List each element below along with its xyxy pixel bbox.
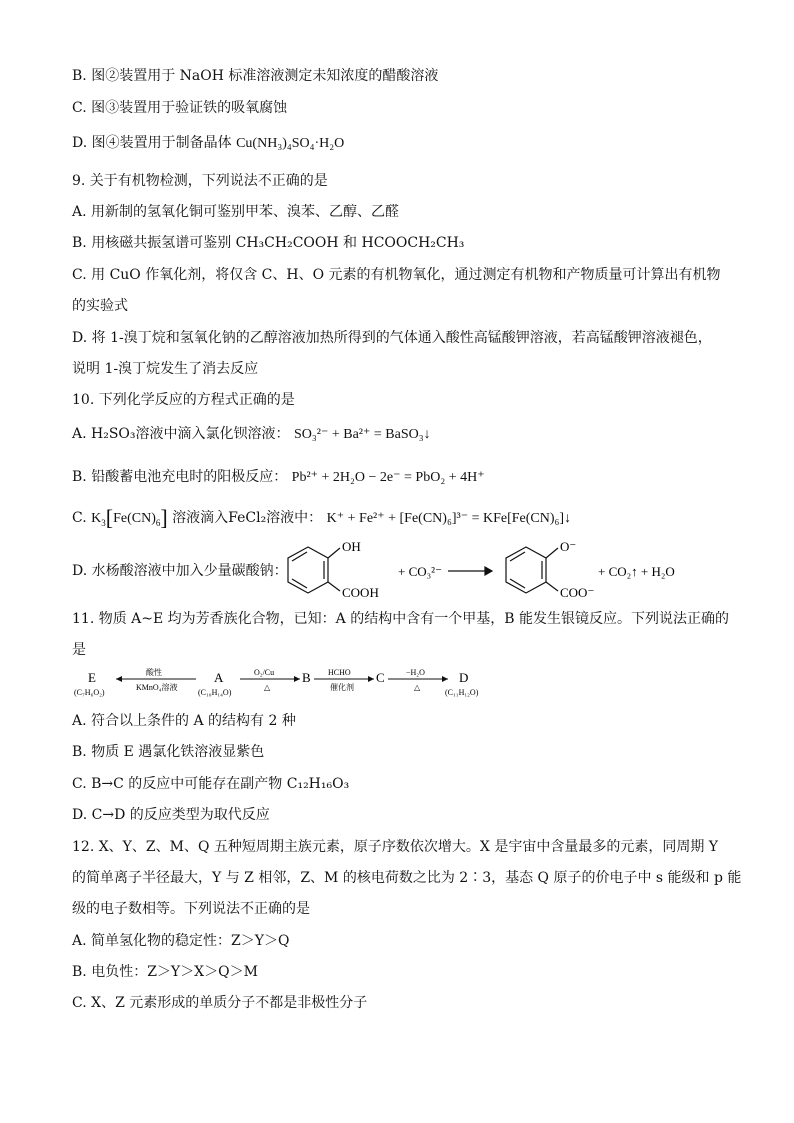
q9-stem: 9. 关于有机物检测，下列说法不正确的是 — [72, 173, 328, 189]
q10-option-c-label: C. — [72, 510, 87, 526]
q9-option-c-line2: 的实验式 — [72, 298, 128, 314]
q9-option-c-line1: C. 用 CuO 作氧化剂，将仅含 C、H、O 元素的有机物氧化，通过测定有机物和产物质量可计算出有机物 — [72, 267, 721, 283]
q12-stem-line1: 12. X、Y、Z、M、Q 五种短周期主族元素，原子序数依次增大。X 是宇宙中含量最多的元素，同周期 Y — [72, 839, 719, 855]
q8-option-d-formula: Cu(NH₃)₄SO₄·H₂O — [236, 136, 345, 151]
q10-option-a — [72, 424, 431, 445]
scheme-c: C — [376, 670, 385, 685]
q11-option-d: D. C→D 的反应类型为取代反应 — [72, 807, 270, 823]
q11-option-c: C. B→C 的反应中可能存在副产物 C₁₂H₁₆O₃ — [72, 776, 350, 792]
carbonate-label: + CO₃²⁻ — [398, 564, 442, 579]
benzene-ring-left — [288, 547, 340, 593]
q9-option-a: A. 用新制的氢氧化铜可鉴别甲苯、溴苯、乙醇、乙醛 — [72, 204, 400, 220]
left-cooh-label: COOH — [342, 585, 379, 600]
q8-option-b: B. 图②装置用于 NaOH 标准溶液测定未知浓度的醋酸溶液 — [72, 68, 439, 84]
q12-option-c: C. X、Z 元素形成的单质分子不都是非极性分子 — [72, 995, 368, 1011]
q9-option-d-line2: 说明 1-溴丁烷发生了消去反应 — [72, 361, 259, 377]
scheme-arrow-2-top: O₂/Cu — [254, 668, 275, 677]
scheme-a-formula: (C₁₀H₁₄O) — [198, 688, 232, 697]
scheme-a: A — [214, 670, 224, 685]
q10-option-a-text: A. H₂SO₃溶液中滴入氯化钡溶液： — [72, 426, 290, 442]
q12-option-b: B. 电负性：Z＞Y＞X＞Q＞M — [72, 964, 258, 980]
scheme-arrow-4-bottom: △ — [414, 683, 421, 692]
q12-stem-line2: 的简单离子半径最大，Y 与 Z 相邻，Z、M 的核电荷数之比为 2∶3，基态 Q 原子的价电子中 s 能级和 p 能 — [72, 870, 742, 886]
q10-option-d-text: D. 水杨酸溶液中加入少量碳酸钠： — [72, 563, 288, 579]
q10-option-b-equation: Pb²⁺ + 2H₂O − 2e⁻ = PbO₂ + 4H⁺ — [291, 470, 485, 485]
q8-option-d — [72, 133, 344, 154]
scheme-arrow-2-bottom: △ — [264, 683, 271, 692]
q8-option-d-text: D. 图④装置用于制备晶体 — [72, 135, 232, 151]
scheme-b: B — [302, 670, 311, 685]
q8-option-c: C. 图③装置用于验证铁的吸氧腐蚀 — [72, 100, 288, 116]
products-label: + CO₂↑ + H₂O — [598, 564, 675, 579]
right-coo-label: COO⁻ — [560, 585, 595, 600]
scheme-arrow-1-top: 酸性 — [146, 668, 162, 677]
scheme-d-formula: (C₁₁H₁₂O) — [445, 688, 479, 697]
q10-option-c-reagent: $K_3[Fe(CN)_6]$ — [91, 505, 168, 530]
q12-option-a: A. 简单氢化物的稳定性：Z＞Y＞Q — [72, 933, 290, 949]
q11-reaction-scheme — [64, 666, 504, 700]
scheme-e: E — [88, 670, 96, 685]
q11-stem-line2: 是 — [72, 642, 86, 658]
benzene-ring-right — [506, 547, 558, 593]
scheme-arrow-3-top: HCHO — [328, 668, 351, 677]
reaction-arrow — [448, 567, 492, 575]
scheme-arrow-4-top: −H₂O — [406, 668, 425, 677]
scheme-arrow-1-bottom: KMnO₄溶液 — [136, 683, 178, 692]
q10-option-c-equation: K⁺ + Fe²⁺ + [Fe(CN)₆]³⁻ = KFe[Fe(CN)₆]↓ — [326, 511, 572, 526]
q9-option-d-line1: D. 将 1-溴丁烷和氢氧化钠的乙醇溶液加热所得到的气体通入酸性高锰酸钾溶液，若高锰酸钾溶液褪色， — [72, 330, 712, 346]
right-o-label: O⁻ — [560, 539, 577, 554]
q10-option-c — [72, 505, 572, 530]
scheme-d: D — [459, 670, 469, 685]
q11-option-b: B. 物质 E 遇氯化铁溶液显紫色 — [72, 744, 265, 760]
left-oh-label: OH — [342, 539, 361, 554]
scheme-e-formula: (C₇H₆O₂) — [74, 688, 105, 697]
q10-option-c-text: 溶液滴入FeCl₂溶液中： — [172, 510, 323, 526]
q10-stem: 10. 下列化学反应的方程式正确的是 — [72, 392, 295, 408]
q10-option-a-equation: SO₃²⁻ + Ba²⁺ = BaSO₃↓ — [293, 427, 431, 442]
q9-option-b: B. 用核磁共振氢谱可鉴别 CH₃CH₂COOH 和 HCOOCH₂CH₃ — [72, 235, 465, 251]
scheme-arrow-3-bottom: 催化剂 — [330, 683, 354, 692]
q11-option-a: A. 符合以上条件的 A 的结构有 2 种 — [72, 713, 296, 729]
q12-stem-line3: 级的电子数相等。下列说法不正确的是 — [72, 901, 310, 917]
q10-option-b — [72, 467, 485, 488]
q10-option-b-text: B. 铅酸蓄电池充电时的阳极反应： — [72, 469, 288, 485]
salicylic-acid-reaction-diagram — [280, 535, 700, 603]
q11-stem-line1: 11. 物质 A~E 均为芳香族化合物，已知：A 的结构中含有一个甲基，B 能发生银镜反应。下列说法正确的 — [72, 611, 729, 627]
